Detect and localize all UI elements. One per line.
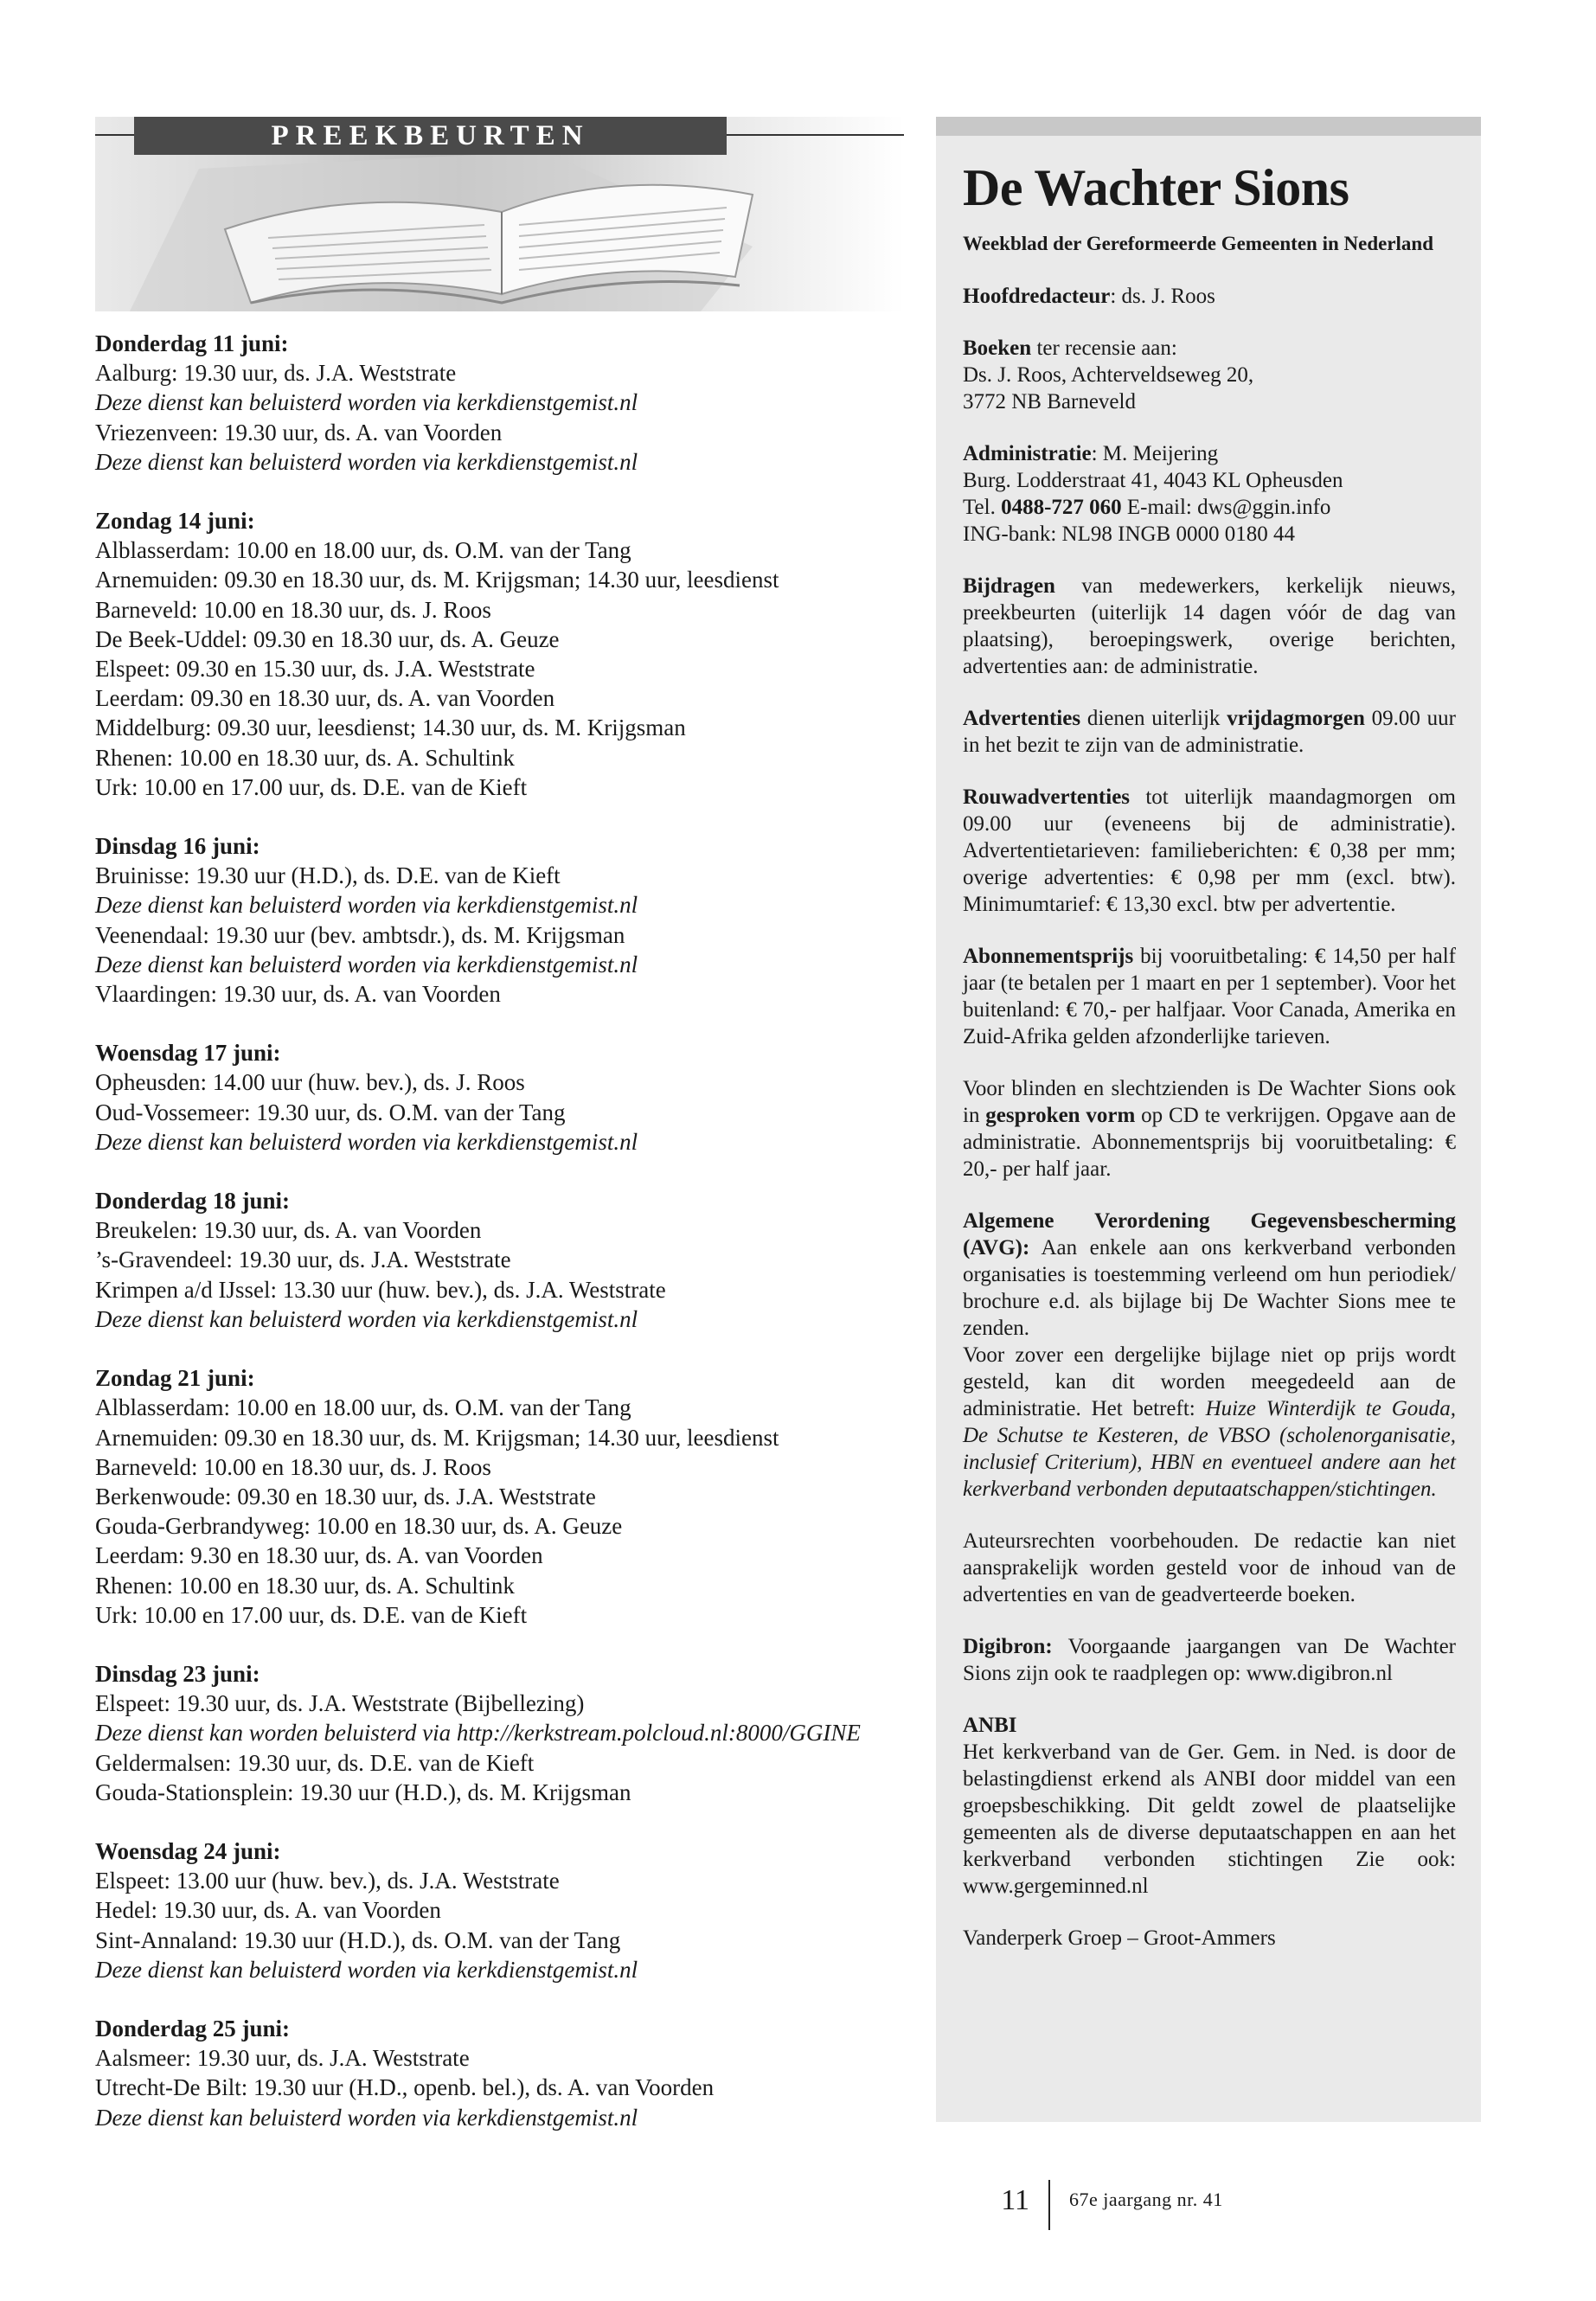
service-entry: Alblasserdam: 10.00 en 18.00 uur, ds. O.M. van der Tang — [95, 1394, 631, 1421]
rights-text: Auteursrechten voorbehouden. De redactie kan niet aansprakelijk worden gesteld voor de inhoud van de advertenties en van de geadverteerde boeken. — [963, 1529, 1456, 1606]
service-entry: Gouda-Stationsplein: 19.30 uur (H.D.), ds. M. Krijgsman — [95, 1779, 631, 1805]
day-title: Dinsdag 16 juni: — [95, 833, 260, 860]
service-entry: Arnemuiden: 09.30 en 18.30 uur, ds. M. Krijgsman; 14.30 uur, leesdienst — [95, 567, 779, 593]
schedule-day — [95, 831, 913, 1009]
colophon-panel — [936, 117, 1481, 2122]
service-entry: Hedel: 19.30 uur, ds. A. van Voorden — [95, 1897, 441, 1924]
service-entry: Aalsmeer: 19.30 uur, ds. J.A. Weststrate — [95, 2045, 470, 2072]
service-entry: Veenendaal: 19.30 uur (bev. ambtsdr.), ds. M. Krijgsman — [95, 921, 625, 948]
blinden-block — [963, 1075, 1456, 1183]
footer-divider — [1048, 2180, 1050, 2230]
masthead-subtitle: Weekblad der Gereformeerde Gemeenten in Nederland — [963, 233, 1434, 254]
page-footer — [0, 2180, 1596, 2232]
admin-label: Administratie — [963, 442, 1092, 465]
printer-text: Vanderperk Groep – Groot-Ammers — [963, 1926, 1276, 1950]
service-entry: Urk: 10.00 en 17.00 uur, ds. D.E. van de Kieft — [95, 773, 528, 800]
editor-block — [963, 283, 1456, 310]
broadcast-note: Deze dienst kan worden beluisterd via http://kerkstream.polcloud.nl:8000/GGINE — [95, 1720, 861, 1747]
day-title: Donderdag 11 juni: — [95, 330, 289, 356]
masthead-title: De Wachter Sions — [963, 159, 1349, 216]
avg-text: Aan enkele aan ons kerkverband verbonden organisaties is toestemming verleend om hun periodiek/ brochure e.d. als bijlage bij De Wachter Sions mee te zenden. — [963, 1236, 1456, 1340]
schedule-day — [95, 1186, 913, 1334]
bijdragen-block — [963, 573, 1456, 680]
schedule — [95, 329, 913, 2132]
day-title: Woensdag 17 juni: — [95, 1040, 281, 1067]
service-entry: Barneveld: 10.00 en 18.30 uur, ds. J. Roos — [95, 1453, 491, 1480]
books-address-line2: 3772 NB Barneveld — [963, 390, 1136, 413]
broadcast-note: Deze dienst kan beluisterd worden via kerkdienstgemist.nl — [95, 389, 638, 416]
broadcast-note: Deze dienst kan beluisterd worden via kerkdienstgemist.nl — [95, 951, 638, 977]
schedule-day — [95, 1363, 913, 1630]
printer-block — [963, 1925, 1456, 1952]
day-title: Woensdag 24 juni: — [95, 1837, 281, 1864]
service-entry: Bruinisse: 19.30 uur (H.D.), ds. D.E. van de Kieft — [95, 862, 561, 889]
digibron-text: Voorgaande jaargangen van De Wachter Sions zijn ook te raadplegen op: www.digibron.nl — [963, 1635, 1456, 1685]
rouwadvertenties-block — [963, 784, 1456, 918]
blinden-text1: Voor blinden en slechtzienden is De Wachter Sions ook in — [963, 1077, 1456, 1127]
admin-value: : M. Meijering — [1091, 442, 1219, 465]
abonnement-text: bij vooruitbetaling: € 14,50 per half jaar (te betalen per 1 maart en per 1 september). Voor het buitenland: € 70,- per halfjaar. Voor Canada, Amerika en Zuid-Afrika gelden afzonderlijke tarieven. — [963, 945, 1456, 1048]
service-entry: Leerdam: 9.30 en 18.30 uur, ds. A. van Voorden — [95, 1542, 543, 1569]
rouwadvertenties-label: Rouwadvertenties — [963, 785, 1131, 809]
service-entry: Urk: 10.00 en 17.00 uur, ds. D.E. van de Kieft — [95, 1601, 528, 1628]
section-title: PREEKBEURTEN — [134, 117, 727, 155]
admin-contact — [963, 494, 1456, 521]
schedule-day — [95, 506, 913, 802]
advertenties-block — [963, 705, 1456, 759]
service-entry: De Beek-Uddel: 09.30 en 18.30 uur, ds. A. Geuze — [95, 625, 560, 652]
service-entry: ’s-Gravendeel: 19.30 uur, ds. J.A. Weststrate — [95, 1247, 511, 1273]
colophon-top-bar — [936, 117, 1481, 136]
service-entry: Oud-Vossemeer: 19.30 uur, ds. O.M. van der Tang — [95, 1099, 566, 1125]
day-title: Donderdag 25 juni: — [95, 2015, 291, 2041]
colophon-content — [963, 153, 1456, 1977]
admin-email: E-mail: dws@ggin.info — [1121, 496, 1331, 519]
schedule-day — [95, 1659, 913, 1807]
broadcast-note: Deze dienst kan beluisterd worden via kerkdienstgemist.nl — [95, 1305, 638, 1332]
schedule-day — [95, 329, 913, 477]
bijdragen-label: Bijdragen — [963, 574, 1055, 598]
service-entry: Aalburg: 19.30 uur, ds. J.A. Weststrate — [95, 360, 457, 387]
schedule-day — [95, 2014, 913, 2132]
service-entry: Arnemuiden: 09.30 en 18.30 uur, ds. M. Krijgsman; 14.30 uur, leesdienst — [95, 1424, 779, 1451]
left-column — [95, 117, 913, 2162]
avg-text2: Voor zover een dergelijke bijlage niet op prijs wordt gesteld, kan dit worden meegedeeld aan de administratie. Het betreft: — [963, 1343, 1456, 1420]
avg-organisations: Huize Winterdijk te Gouda, De Schutse te Kesteren, de VBSO (scholenorganisatie, inclusief Criterium), HBN en eventueel andere aan het kerkverband verbonden deputaatschappen/stichtingen. — [963, 1397, 1456, 1501]
service-entry: Utrecht-De Bilt: 19.30 uur (H.D., openb. bel.), ds. A. van Voorden — [95, 2074, 715, 2101]
books-label: Boeken — [963, 336, 1032, 360]
anbi-text: Het kerkverband van de Ger. Gem. in Ned. is door de belastingdienst erkend als ANBI door middel van een groepsbeschikking. Dit geldt zowel de plaatselijke gemeenten als de diverse deputaatschappen en aan het kerkverband verbonden stichtingen Zie ook: www.gergeminned.nl — [963, 1740, 1456, 1898]
schedule-day — [95, 1038, 913, 1157]
service-entry: Elspeet: 13.00 uur (huw. bev.), ds. J.A. Weststrate — [95, 1868, 560, 1894]
service-entry: Sint-Annaland: 19.30 uur (H.D.), ds. O.M. van der Tang — [95, 1926, 621, 1953]
advertenties-label: Advertenties — [963, 707, 1081, 730]
section-banner — [95, 117, 904, 311]
service-entry: Middelburg: 09.30 uur, leesdienst; 14.30 uur, ds. M. Krijgsman — [95, 715, 686, 741]
day-title: Donderdag 18 juni: — [95, 1188, 291, 1215]
service-entry: Opheusden: 14.00 uur (huw. bev.), ds. J. Roos — [95, 1069, 525, 1096]
digibron-block — [963, 1633, 1456, 1687]
service-entry: Vlaardingen: 19.30 uur, ds. A. van Voorden — [95, 981, 501, 1008]
bijdragen-text: van medewerkers, kerkelijk nieuws, preekbeurten (uiterlijk 14 dagen vóór de dag van plaatsing), beroepingswerk, overige berichten, advertenties aan: de administratie. — [963, 574, 1456, 678]
editor-value: : ds. J. Roos — [1110, 285, 1215, 308]
books-address-line1: Ds. J. Roos, Achterveldseweg 20, — [963, 363, 1254, 387]
avg-block — [963, 1208, 1456, 1503]
service-entry: Elspeet: 09.30 en 15.30 uur, ds. J.A. Weststrate — [95, 656, 535, 683]
books-block — [963, 335, 1456, 415]
service-entry: Elspeet: 19.30 uur, ds. J.A. Weststrate (Bijbellezing) — [95, 1690, 585, 1717]
day-title: Dinsdag 23 juni: — [95, 1660, 260, 1687]
admin-address: Burg. Lodderstraat 41, 4043 KL Opheusden — [963, 469, 1343, 492]
service-entry: Barneveld: 10.00 en 18.30 uur, ds. J. Roos — [95, 596, 491, 623]
page-number: 11 — [1001, 2184, 1029, 2216]
books-text: ter recensie aan: — [1031, 336, 1177, 360]
volume-info: 67e jaargang nr. 41 — [1069, 2189, 1223, 2210]
anbi-label: ANBI — [963, 1714, 1017, 1737]
broadcast-note: Deze dienst kan beluisterd worden via kerkdienstgemist.nl — [95, 892, 638, 919]
admin-block — [963, 440, 1456, 548]
service-entry: Alblasserdam: 10.00 en 18.00 uur, ds. O.M. van der Tang — [95, 537, 631, 564]
broadcast-note: Deze dienst kan beluisterd worden via kerkdienstgemist.nl — [95, 448, 638, 475]
service-entry: Breukelen: 19.30 uur, ds. A. van Voorden — [95, 1217, 482, 1244]
anbi-block — [963, 1712, 1456, 1900]
digibron-label: Digibron: — [963, 1635, 1053, 1658]
service-entry: Berkenwoude: 09.30 en 18.30 uur, ds. J.A. Weststrate — [95, 1483, 596, 1509]
day-title: Zondag 14 juni: — [95, 508, 255, 535]
broadcast-note: Deze dienst kan beluisterd worden via kerkdienstgemist.nl — [95, 1956, 638, 1983]
service-entry: Vriezenveen: 19.30 uur, ds. A. van Voorden — [95, 419, 503, 445]
day-title: Zondag 21 juni: — [95, 1365, 255, 1392]
service-entry: Rhenen: 10.00 en 18.30 uur, ds. A. Schultink — [95, 744, 515, 771]
advertenties-deadline: vrijdagmorgen — [1227, 707, 1365, 730]
service-entry: Krimpen a/d IJssel: 13.30 uur (huw. bev.), ds. J.A. Weststrate — [95, 1276, 666, 1303]
abonnement-block — [963, 943, 1456, 1050]
service-entry: Geldermalsen: 19.30 uur, ds. D.E. van de Kieft — [95, 1749, 535, 1776]
rights-block — [963, 1528, 1456, 1608]
service-entry: Leerdam: 09.30 en 18.30 uur, ds. A. van Voorden — [95, 685, 555, 712]
blinden-bold: gesproken vorm — [985, 1104, 1136, 1127]
schedule-day — [95, 1836, 913, 1984]
rouwadvertenties-text: tot uiterlijk maandagmorgen om 09.00 uur (eveneens bij de administratie). Advertentietarieven: familieberichten: € 0,38 per mm; overige advertenties: € 0,98 per mm (excl. btw). Minimumtarief: € 13,30 excl. btw per advertentie. — [963, 785, 1456, 916]
avg-label: Algemene Verordening Gegevensbescherming (AVG): — [963, 1209, 1456, 1259]
blinden-text2: op CD te verkrijgen. Opgave aan de administratie. Abonnementsprijs bij vooruitbetaling: € 20,- per half jaar. — [963, 1104, 1457, 1181]
service-entry: Rhenen: 10.00 en 18.30 uur, ds. A. Schultink — [95, 1572, 515, 1599]
admin-tel: 0488-727 060 — [1001, 496, 1122, 519]
admin-tel-prefix: Tel. — [963, 496, 1002, 519]
advertenties-text1: dienen uiterlijk — [1080, 707, 1227, 730]
abonnement-label: Abonnementsprijs — [963, 945, 1134, 968]
avg-paragraph2 — [963, 1342, 1456, 1503]
broadcast-note: Deze dienst kan beluisterd worden via kerkdienstgemist.nl — [95, 2104, 638, 2131]
admin-bank: ING-bank: NL98 INGB 0000 0180 44 — [963, 522, 1295, 546]
advertenties-text2: 09.00 uur in het bezit te zijn van de administratie. — [963, 707, 1457, 757]
broadcast-note: Deze dienst kan beluisterd worden via kerkdienstgemist.nl — [95, 1128, 638, 1155]
service-entry: Gouda-Gerbrandyweg: 10.00 en 18.30 uur, ds. A. Geuze — [95, 1513, 623, 1540]
editor-label: Hoofdredacteur — [963, 285, 1111, 308]
